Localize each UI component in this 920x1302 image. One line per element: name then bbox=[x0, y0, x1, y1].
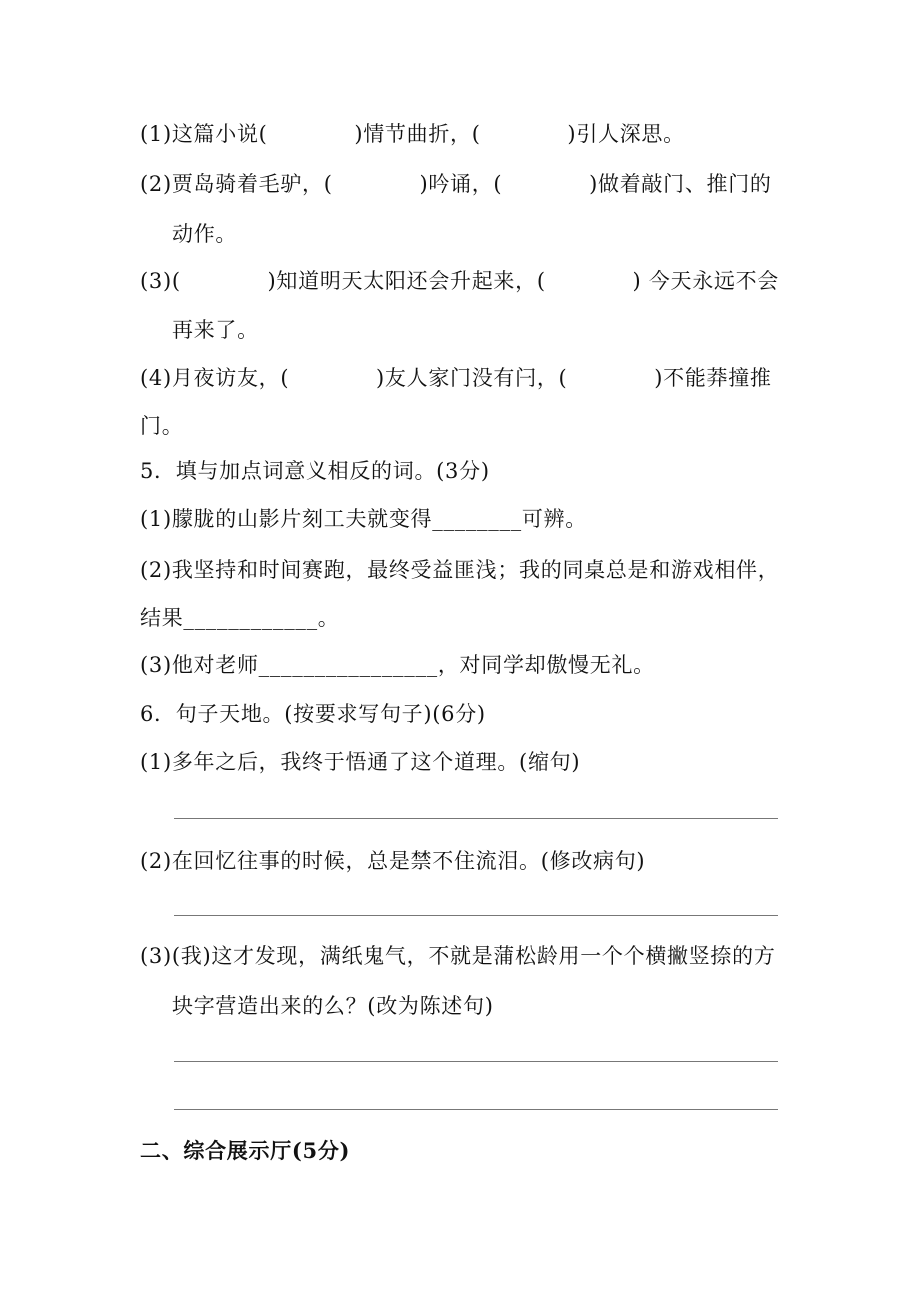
answer-line[interactable] bbox=[174, 915, 778, 916]
q6-item-3-cont: 块字营造出来的么？(改为陈述句) bbox=[172, 994, 494, 1018]
q4-item-4-cont: 门。 bbox=[140, 414, 184, 438]
answer-line[interactable] bbox=[174, 1061, 778, 1062]
q5-title: 5．填与加点词意义相反的词。(3分) bbox=[140, 459, 490, 483]
answer-line[interactable] bbox=[174, 1109, 778, 1110]
q6-item-2: (2)在回忆往事的时候，总是禁不住流泪。(修改病句) bbox=[140, 849, 646, 873]
q6-title: 6．句子天地。(按要求写句子)(6分) bbox=[140, 702, 486, 726]
q4-item-4: (4)月夜访友，( )友人家门没有闩，( )不能莽撞推 bbox=[140, 366, 772, 390]
q5-item-2: (2)我坚持和时间赛跑，最终受益匪浅；我的同桌总是和游戏相伴， bbox=[140, 558, 780, 582]
q5-item-1: (1)朦胧的山影片刻工夫就变得________可辨。 bbox=[140, 507, 587, 531]
q4-item-3-cont: 再来了。 bbox=[172, 318, 259, 342]
q4-item-3: (3)( )知道明天太阳还会升起来，( ) 今天永远不会 bbox=[140, 269, 779, 293]
answer-line[interactable] bbox=[174, 818, 778, 819]
q5-item-2-cont: 结果____________。 bbox=[140, 606, 340, 630]
q4-item-2-cont: 动作。 bbox=[172, 222, 238, 246]
section-heading: 二、综合展示厅(5分) bbox=[140, 1138, 351, 1163]
q5-item-3: (3)他对老师________________，对同学却傲慢无礼。 bbox=[140, 653, 655, 677]
q6-item-3: (3)(我)这才发现，满纸鬼气，不就是蒲松龄用一个个横撇竖捺的方 bbox=[140, 944, 776, 968]
q4-item-1: (1)这篇小说( )情节曲折，( )引人深思。 bbox=[140, 122, 685, 146]
q6-item-1: (1)多年之后，我终于悟通了这个道理。(缩句) bbox=[140, 750, 581, 774]
q4-item-2: (2)贾岛骑着毛驴，( )吟诵，( )做着敲门、推门的 bbox=[140, 172, 772, 196]
